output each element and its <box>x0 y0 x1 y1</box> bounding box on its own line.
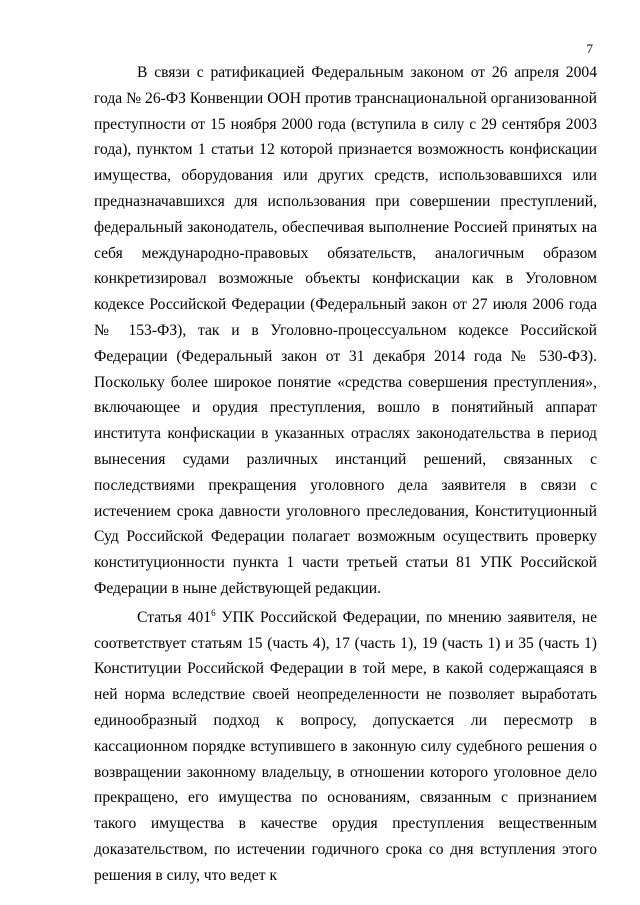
article-superscript: 6 <box>211 607 216 618</box>
paragraph-article-401-6 <box>94 605 597 889</box>
document-body <box>94 60 597 889</box>
paragraph-ratification: В связи с ратификацией Федеральным законом от 26 апреля 2004 года № 26-ФЗ Конвенции ООН против транснациональной организованной преступности от 15 ноября 2000 года (вступила в силу с 29 сентября 2003 года), пунктом 1 статьи 12 которой признается возможность конфискации имущества, оборудования или других средств, использовавшихся или предназначавшихся для использования при совершении преступлений, федеральный законодатель, обеспечивая выполнение Россией принятых на себя международно-правовых обязательств, аналогичным образом конкретизировал возможные объекты конфискации как в Уголовном кодексе Российской Федерации (Федеральный закон от 27 июля 2006 года № 153-ФЗ), так и в Уголовно-процессуальном кодексе Российской Федерации (Федеральный закон от 31 декабря 2014 года № 530-ФЗ). Поскольку более широкое понятие «средства совершения преступления», включающее и орудия преступления, вошло в понятийный аппарат института конфискации в указанных отраслях законодательства в период вынесения судами различных инстанций решений, связанных с последствиями прекращения уголовного дела заявителя в связи с истечением срока давности уголовного преследования, Конституционный Суд Российской Федерации полагает возможным осуществить проверку конституционности пункта 1 части третьей статьи 81 УПК Российской Федерации в ныне действующей редакции. <box>94 64 597 597</box>
page-number: 7 <box>586 41 593 56</box>
paragraph-rest: УПК Российской Федерации, по мнению заявителя, не соответствует статьям 15 (часть 4), 17 (часть 1), 19 (часть 1) и 35 (часть 1) Конституции Российской Федерации в той мере, в какой содержащаяся в ней норма вследствие своей неопределенности не позволяет выработать единообразный подход к вопросу, допускается ли пересмотр в кассационном порядке вступившего в законную силу судебного решения о возвращении законному владельцу, в отношении которого уголовное дело прекращено, его имущества по основаниям, связанным с признанием такого имущества в качестве орудия преступления вещественным доказательством, по истечении годичного срока со дня вступления этого решения в силу, что ведет к <box>94 608 597 884</box>
paragraph-lead: Статья 401 <box>137 608 212 626</box>
